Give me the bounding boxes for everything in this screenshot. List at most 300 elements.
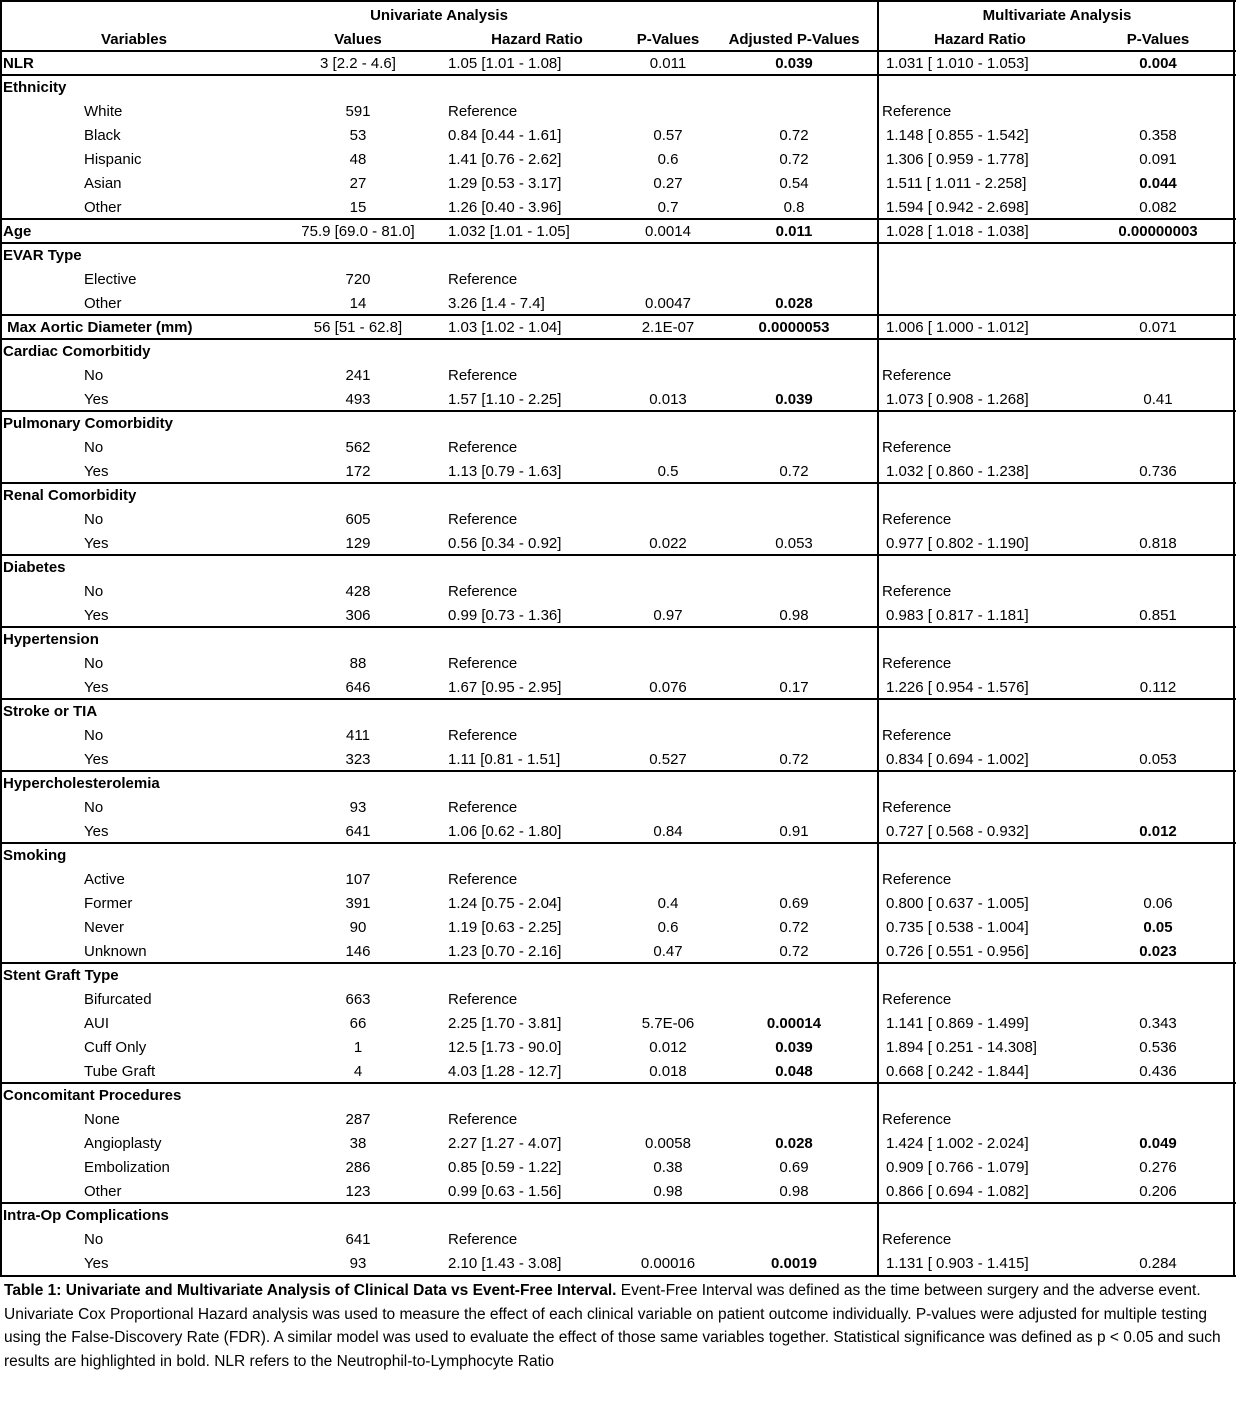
- cell-adjusted-p-value: [710, 867, 878, 891]
- cell-multi-p-value: [1080, 627, 1236, 651]
- cell-adjusted-p-value: [710, 243, 878, 267]
- cell-multi-p-value: [1080, 339, 1236, 363]
- cell-adjusted-p-value: 0.00014: [766, 1015, 822, 1032]
- cell-adjusted-p-value: [710, 651, 878, 675]
- cell-multi-hazard-ratio: Reference: [882, 103, 952, 120]
- cell-hazard-ratio: 1.57 [1.10 - 2.25]: [448, 391, 562, 408]
- cell-values: [268, 699, 448, 723]
- cell-values: 562: [345, 439, 371, 456]
- cell-adjusted-p-value: [710, 627, 878, 651]
- cell-multi-p-value: 0.044: [1139, 175, 1177, 192]
- cell-hazard-ratio: 1.05 [1.01 - 1.08]: [448, 55, 562, 72]
- cell-multi-p-value: 0.284: [1139, 1255, 1177, 1272]
- group-row: [0, 243, 1236, 267]
- cell-multi-p-value: [1080, 987, 1236, 1011]
- cell-multi-p-value: [1080, 243, 1236, 267]
- cell-values: 391: [345, 895, 371, 912]
- cell-multi-hazard-ratio: 0.909 [ 0.766 - 1.079]: [886, 1159, 1029, 1176]
- cell-variable: No: [84, 1231, 104, 1248]
- cell-variable: NLR: [3, 55, 34, 72]
- cell-variable: Never: [84, 919, 125, 936]
- cell-multi-p-value: [1080, 555, 1236, 579]
- cell-adjusted-p-value: [710, 1227, 878, 1251]
- cell-variable: No: [84, 727, 104, 744]
- cell-multi-hazard-ratio: [886, 771, 1080, 795]
- cell-adjusted-p-value: [710, 843, 878, 867]
- cell-variable: Yes: [84, 1255, 109, 1272]
- cell-multi-hazard-ratio: [886, 963, 1080, 987]
- cell-multi-p-value: [1080, 579, 1236, 603]
- group-row: [0, 627, 1236, 651]
- cell-multi-p-value: 0.091: [1139, 151, 1177, 168]
- cell-hazard-ratio: Reference: [448, 799, 518, 816]
- cell-adjusted-p-value: [710, 699, 878, 723]
- cell-variable: Renal Comorbidity: [3, 487, 137, 504]
- table-row: [0, 675, 1236, 699]
- cell-multi-p-value: [1080, 483, 1236, 507]
- cell-variable: Cardiac Comorbitidy: [3, 343, 151, 360]
- cell-adjusted-p-value: [710, 267, 878, 291]
- cell-values: 75.9 [69.0 - 81.0]: [301, 223, 415, 240]
- horizontal-rule: [0, 314, 1236, 316]
- cell-multi-p-value: 0.206: [1139, 1183, 1177, 1200]
- cell-multi-p-value: 0.00000003: [1118, 223, 1198, 240]
- cell-values: 241: [345, 367, 371, 384]
- cell-adjusted-p-value: 0.69: [779, 895, 809, 912]
- cell-p-value: 0.47: [653, 943, 683, 960]
- cell-values: 93: [349, 1255, 367, 1272]
- cell-p-value: 0.076: [649, 679, 687, 696]
- table-row: [0, 651, 1236, 675]
- cell-variable: Other: [84, 199, 122, 216]
- cell-multi-p-value: [1080, 1083, 1236, 1107]
- cell-p-value: 2.1E-07: [641, 319, 695, 336]
- table-row: [0, 939, 1236, 963]
- cell-values: 14: [349, 295, 367, 312]
- cell-adjusted-p-value: [710, 795, 878, 819]
- cell-variable: None: [84, 1111, 120, 1128]
- cell-multi-hazard-ratio: [886, 339, 1080, 363]
- cell-hazard-ratio: Reference: [448, 439, 518, 456]
- cell-variable: White: [84, 103, 123, 120]
- cell-p-value: [626, 99, 710, 123]
- cell-multi-hazard-ratio: 1.148 [ 0.855 - 1.542]: [886, 127, 1029, 144]
- cell-values: [268, 75, 448, 99]
- cell-multi-p-value: 0.436: [1139, 1063, 1177, 1080]
- cell-multi-p-value: [1080, 411, 1236, 435]
- cell-adjusted-p-value: [710, 99, 878, 123]
- cell-p-value: 0.57: [653, 127, 683, 144]
- cell-variable: Tube Graft: [84, 1063, 156, 1080]
- cell-values: [268, 243, 448, 267]
- cell-multi-hazard-ratio: [886, 291, 1080, 315]
- cell-multi-hazard-ratio: [886, 75, 1080, 99]
- col-variables-header: Variables: [101, 31, 167, 48]
- horizontal-rule: [0, 338, 1236, 340]
- cell-hazard-ratio: 2.10 [1.43 - 3.08]: [448, 1255, 562, 1272]
- table-row: [0, 1251, 1236, 1275]
- cell-p-value: 5.7E-06: [641, 1015, 695, 1032]
- cell-values: 591: [345, 103, 371, 120]
- cell-variable: No: [84, 583, 104, 600]
- horizontal-rule: [0, 410, 1236, 412]
- cell-values: 493: [345, 391, 371, 408]
- cell-hazard-ratio: Reference: [448, 871, 518, 888]
- cell-hazard-ratio: Reference: [448, 583, 518, 600]
- cell-multi-hazard-ratio: Reference: [882, 991, 952, 1008]
- cell-multi-hazard-ratio: Reference: [882, 1111, 952, 1128]
- cell-values: 38: [349, 1135, 367, 1152]
- cell-values: [268, 555, 448, 579]
- cell-multi-p-value: [1080, 291, 1236, 315]
- horizontal-rule: [0, 1202, 1236, 1204]
- table-row: [0, 507, 1236, 531]
- cell-multi-hazard-ratio: [886, 1203, 1080, 1227]
- cell-adjusted-p-value: 0.039: [775, 1039, 813, 1056]
- cell-values: 53: [349, 127, 367, 144]
- table-row: [0, 387, 1236, 411]
- cell-adjusted-p-value: [710, 963, 878, 987]
- cell-p-value: [626, 1083, 710, 1107]
- cell-multi-p-value: 0.112: [1139, 679, 1177, 696]
- cell-p-value: [626, 627, 710, 651]
- cell-adjusted-p-value: 0.039: [775, 55, 813, 72]
- cell-hazard-ratio: [448, 843, 626, 867]
- cell-multi-p-value: [1080, 1107, 1236, 1131]
- cell-p-value: [626, 435, 710, 459]
- group-row: [0, 339, 1236, 363]
- cell-hazard-ratio: [448, 483, 626, 507]
- cell-adjusted-p-value: 0.053: [775, 535, 813, 552]
- cell-values: 66: [349, 1015, 367, 1032]
- cell-hazard-ratio: [448, 243, 626, 267]
- table-row: [0, 219, 1236, 243]
- cell-multi-p-value: 0.023: [1139, 943, 1177, 960]
- cell-hazard-ratio: 0.99 [0.73 - 1.36]: [448, 607, 562, 624]
- cell-variable: Former: [84, 895, 133, 912]
- table-row: [0, 1107, 1236, 1131]
- cell-adjusted-p-value: 0.69: [779, 1159, 809, 1176]
- cell-p-value: 0.38: [653, 1159, 683, 1176]
- horizontal-rule: [0, 842, 1236, 844]
- cell-values: 107: [345, 871, 371, 888]
- table-row: [0, 315, 1236, 339]
- cell-multi-p-value: 0.053: [1139, 751, 1177, 768]
- cell-hazard-ratio: 0.56 [0.34 - 0.92]: [448, 535, 562, 552]
- cell-values: 172: [345, 463, 371, 480]
- table-row: [0, 123, 1236, 147]
- cell-adjusted-p-value: [710, 483, 878, 507]
- cell-multi-hazard-ratio: 0.866 [ 0.694 - 1.082]: [886, 1183, 1029, 1200]
- cell-values: [268, 483, 448, 507]
- cell-multi-p-value: 0.358: [1139, 127, 1177, 144]
- table-row: [0, 99, 1236, 123]
- cell-variable: AUI: [84, 1015, 110, 1032]
- cell-p-value: [626, 507, 710, 531]
- cell-variable: Angioplasty: [84, 1135, 162, 1152]
- table-row: [0, 915, 1236, 939]
- cell-adjusted-p-value: [710, 1107, 878, 1131]
- cell-values: 641: [345, 1231, 371, 1248]
- cell-values: 646: [345, 679, 371, 696]
- cell-adjusted-p-value: 0.0000053: [758, 319, 830, 336]
- cell-adjusted-p-value: [710, 363, 878, 387]
- cell-multi-hazard-ratio: Reference: [882, 367, 952, 384]
- cell-adjusted-p-value: [710, 555, 878, 579]
- cell-variable: No: [84, 655, 104, 672]
- table-row: [0, 1227, 1236, 1251]
- cell-hazard-ratio: 1.41 [0.76 - 2.62]: [448, 151, 562, 168]
- cell-multi-hazard-ratio: 1.594 [ 0.942 - 2.698]: [886, 199, 1029, 216]
- cell-adjusted-p-value: 0.54: [779, 175, 809, 192]
- cell-variable: Stroke or TIA: [3, 703, 98, 720]
- cell-multi-p-value: 0.012: [1139, 823, 1177, 840]
- cell-multi-hazard-ratio: [886, 699, 1080, 723]
- cell-adjusted-p-value: 0.72: [779, 127, 809, 144]
- cell-multi-hazard-ratio: 0.977 [ 0.802 - 1.190]: [886, 535, 1029, 552]
- horizontal-rule: [0, 1275, 1236, 1277]
- cell-values: 663: [345, 991, 371, 1008]
- group-row: [0, 483, 1236, 507]
- cell-variable: Yes: [84, 679, 109, 696]
- cell-multi-p-value: 0.851: [1139, 607, 1177, 624]
- cell-multi-p-value: [1080, 723, 1236, 747]
- cell-multi-hazard-ratio: 1.424 [ 1.002 - 2.024]: [886, 1135, 1029, 1152]
- cell-hazard-ratio: 1.67 [0.95 - 2.95]: [448, 679, 562, 696]
- cell-p-value: [626, 75, 710, 99]
- cell-p-value: [626, 339, 710, 363]
- horizontal-rule: [0, 218, 1236, 220]
- cell-multi-p-value: [1080, 843, 1236, 867]
- cell-variable: No: [84, 367, 104, 384]
- cell-p-value: 0.527: [649, 751, 687, 768]
- group-row: [0, 1083, 1236, 1107]
- cell-hazard-ratio: 1.23 [0.70 - 2.16]: [448, 943, 562, 960]
- col-multi-p-values-header: P-Values: [1126, 31, 1190, 48]
- cell-variable: Age: [3, 223, 32, 240]
- group-row: [0, 75, 1236, 99]
- table-row: [0, 459, 1236, 483]
- cell-p-value: 0.022: [649, 535, 687, 552]
- cell-multi-p-value: [1080, 75, 1236, 99]
- cell-p-value: 0.0058: [645, 1135, 691, 1152]
- cell-hazard-ratio: Reference: [448, 991, 518, 1008]
- cell-hazard-ratio: Reference: [448, 271, 518, 288]
- horizontal-rule: [0, 0, 1236, 2]
- cell-variable: Hypertension: [3, 631, 99, 648]
- horizontal-rule: [0, 698, 1236, 700]
- cell-p-value: 0.00016: [640, 1255, 696, 1272]
- cell-adjusted-p-value: 0.72: [779, 463, 809, 480]
- cell-p-value: [626, 1203, 710, 1227]
- cell-hazard-ratio: 1.24 [0.75 - 2.04]: [448, 895, 562, 912]
- cell-hazard-ratio: Reference: [448, 727, 518, 744]
- cell-p-value: 0.012: [649, 1039, 687, 1056]
- col-p-values-header: P-Values: [636, 31, 700, 48]
- cell-p-value: [626, 555, 710, 579]
- cell-values: [268, 627, 448, 651]
- caption-title: Table 1: Univariate and Multivariate Analysis of Clinical Data vs Event-Free Interval.: [4, 1282, 617, 1299]
- cell-variable: Smoking: [3, 847, 67, 864]
- cell-multi-p-value: [1080, 795, 1236, 819]
- cell-adjusted-p-value: 0.98: [779, 607, 809, 624]
- cell-adjusted-p-value: 0.98: [779, 1183, 809, 1200]
- cell-p-value: [626, 699, 710, 723]
- cell-adjusted-p-value: [710, 1203, 878, 1227]
- vertical-rule: [877, 0, 879, 1277]
- cell-multi-hazard-ratio: Reference: [882, 583, 952, 600]
- cell-multi-p-value: 0.06: [1143, 895, 1173, 912]
- cell-hazard-ratio: Reference: [448, 511, 518, 528]
- cell-p-value: [626, 963, 710, 987]
- table-row: [0, 819, 1236, 843]
- cell-values: 641: [345, 823, 371, 840]
- cell-hazard-ratio: Reference: [448, 655, 518, 672]
- col-adjusted-p-values-header: Adjusted P-Values: [728, 31, 860, 48]
- cell-variable: Intra-Op Complications: [3, 1207, 169, 1224]
- cell-adjusted-p-value: [710, 1083, 878, 1107]
- group-row: [0, 963, 1236, 987]
- cell-variable: Yes: [84, 607, 109, 624]
- cell-multi-hazard-ratio: [886, 243, 1080, 267]
- cell-variable: No: [84, 799, 104, 816]
- cell-values: [268, 771, 448, 795]
- cell-variable: Other: [84, 295, 122, 312]
- table-row: [0, 1131, 1236, 1155]
- cell-hazard-ratio: 0.99 [0.63 - 1.56]: [448, 1183, 562, 1200]
- horizontal-rule: [0, 74, 1236, 76]
- cell-variable: Diabetes: [3, 559, 66, 576]
- cell-multi-hazard-ratio: 0.735 [ 0.538 - 1.004]: [886, 919, 1029, 936]
- table-row: [0, 795, 1236, 819]
- cell-multi-p-value: [1080, 867, 1236, 891]
- univariate-header: Univariate Analysis: [370, 7, 508, 24]
- table-row: [0, 363, 1236, 387]
- cell-hazard-ratio: 2.27 [1.27 - 4.07]: [448, 1135, 562, 1152]
- cell-values: 129: [345, 535, 371, 552]
- cell-adjusted-p-value: 0.72: [779, 919, 809, 936]
- cell-multi-p-value: 0.818: [1139, 535, 1177, 552]
- group-row: [0, 1203, 1236, 1227]
- cell-variable: Elective: [84, 271, 137, 288]
- cell-values: 411: [346, 727, 370, 744]
- cell-hazard-ratio: 1.26 [0.40 - 3.96]: [448, 199, 562, 216]
- cell-variable: Active: [84, 871, 125, 888]
- horizontal-rule: [0, 770, 1236, 772]
- cell-p-value: [626, 843, 710, 867]
- cell-hazard-ratio: 1.13 [0.79 - 1.63]: [448, 463, 562, 480]
- cell-p-value: [626, 411, 710, 435]
- table-row: [0, 579, 1236, 603]
- cell-hazard-ratio: 0.85 [0.59 - 1.22]: [448, 1159, 562, 1176]
- cell-values: [268, 963, 448, 987]
- cell-variable: Concomitant Procedures: [3, 1087, 182, 1104]
- cell-values: 323: [345, 751, 371, 768]
- cell-multi-hazard-ratio: 1.032 [ 0.860 - 1.238]: [886, 463, 1029, 480]
- cell-adjusted-p-value: 0.17: [779, 679, 809, 696]
- cell-variable: Yes: [84, 463, 109, 480]
- cell-hazard-ratio: 1.11 [0.81 - 1.51]: [448, 751, 561, 768]
- cell-adjusted-p-value: [710, 723, 878, 747]
- cell-variable: No: [84, 511, 104, 528]
- cell-values: 4: [353, 1063, 363, 1080]
- cell-multi-hazard-ratio: [886, 555, 1080, 579]
- cell-adjusted-p-value: [710, 411, 878, 435]
- cell-adjusted-p-value: 0.72: [779, 751, 809, 768]
- cell-hazard-ratio: [448, 1083, 626, 1107]
- cell-p-value: 0.7: [657, 199, 679, 216]
- table-row: [0, 1035, 1236, 1059]
- cell-values: 123: [345, 1183, 371, 1200]
- cell-multi-p-value: [1080, 963, 1236, 987]
- cell-adjusted-p-value: [710, 987, 878, 1011]
- cell-p-value: 0.98: [653, 1183, 683, 1200]
- cell-variable: Stent Graft Type: [3, 967, 119, 984]
- cell-hazard-ratio: 3.26 [1.4 - 7.4]: [448, 295, 545, 312]
- cell-values: [268, 339, 448, 363]
- cell-hazard-ratio: 1.03 [1.02 - 1.04]: [448, 319, 562, 336]
- cell-adjusted-p-value: [710, 75, 878, 99]
- cell-multi-p-value: [1080, 99, 1236, 123]
- multivariate-header: Multivariate Analysis: [982, 7, 1132, 24]
- cell-multi-p-value: [1080, 651, 1236, 675]
- table-row: [0, 171, 1236, 195]
- cell-p-value: [626, 243, 710, 267]
- cell-adjusted-p-value: 0.72: [779, 943, 809, 960]
- cell-variable: No: [84, 439, 104, 456]
- cell-variable: Hispanic: [84, 151, 142, 168]
- cell-p-value: [626, 771, 710, 795]
- cell-multi-p-value: [1080, 267, 1236, 291]
- cell-p-value: 0.6: [657, 151, 679, 168]
- cell-variable: Yes: [84, 823, 109, 840]
- cell-p-value: [626, 579, 710, 603]
- cell-multi-p-value: 0.05: [1143, 919, 1173, 936]
- cell-values: 146: [345, 943, 371, 960]
- cell-variable: Asian: [84, 175, 122, 192]
- cell-multi-p-value: 0.071: [1139, 319, 1177, 336]
- cell-variable: EVAR Type: [3, 247, 82, 264]
- cell-hazard-ratio: 4.03 [1.28 - 12.7]: [448, 1063, 562, 1080]
- cell-hazard-ratio: 1.06 [0.62 - 1.80]: [448, 823, 562, 840]
- cell-multi-p-value: [1080, 363, 1236, 387]
- cell-adjusted-p-value: [710, 771, 878, 795]
- horizontal-rule: [0, 554, 1236, 556]
- caption-body: Event-Free Interval was defined as the time between surgery and the adverse event. Univariate Cox Proportional Hazard analysis was used to measure the effect of each clinical variable on patient outcome individually. P-values were adjusted for multiple testing using the False-Discovery Rate (FDR). A similar model was used to evaluate the effect of those same variables together. Statistical significance was defined as p < 0.05 and such results are highlighted in bold. NLR refers to the Neutrophil-to-Lymphocyte Ratio: [4, 1282, 1221, 1370]
- cell-multi-hazard-ratio: 0.726 [ 0.551 - 0.956]: [886, 943, 1029, 960]
- table-row: [0, 51, 1236, 75]
- cell-p-value: 0.018: [649, 1063, 687, 1080]
- cell-multi-hazard-ratio: 0.727 [ 0.568 - 0.932]: [886, 823, 1029, 840]
- group-row: [0, 699, 1236, 723]
- cell-p-value: 0.6: [657, 919, 679, 936]
- cell-variable: Bifurcated: [84, 991, 152, 1008]
- cell-hazard-ratio: Reference: [448, 1231, 518, 1248]
- cell-hazard-ratio: [448, 1203, 626, 1227]
- table-row: [0, 1011, 1236, 1035]
- cell-values: 286: [345, 1159, 371, 1176]
- cell-p-value: [626, 1227, 710, 1251]
- cell-p-value: [626, 795, 710, 819]
- cell-p-value: [626, 987, 710, 1011]
- cell-values: 306: [345, 607, 371, 624]
- cell-hazard-ratio: 2.25 [1.70 - 3.81]: [448, 1015, 562, 1032]
- cell-values: [268, 1083, 448, 1107]
- cell-values: 15: [349, 199, 367, 216]
- cell-multi-hazard-ratio: 1.306 [ 0.959 - 1.778]: [886, 151, 1029, 168]
- horizontal-rule: [0, 962, 1236, 964]
- table-row: [0, 195, 1236, 219]
